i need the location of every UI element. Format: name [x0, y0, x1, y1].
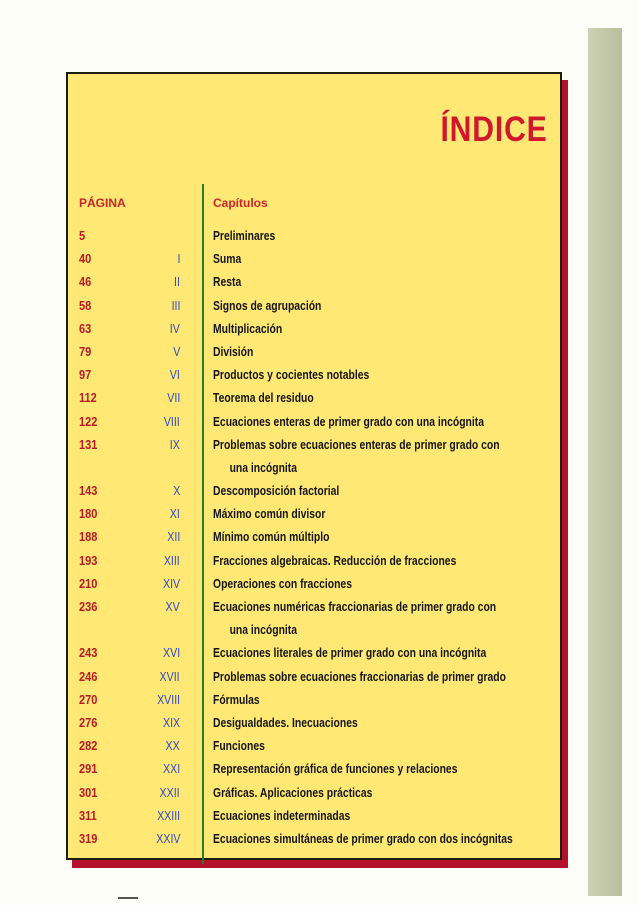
toc-chapter-title: [213, 341, 545, 364]
toc-entry[interactable]: [68, 364, 560, 387]
toc-page-number: 131: [79, 437, 98, 452]
toc-chapter-title: [213, 271, 545, 294]
toc-chapter-title-line: Gráficas. Aplicaciones prácticas: [213, 785, 373, 800]
toc-chapter-title-line: Signos de agrupación: [213, 298, 322, 313]
toc-page-number: 5: [79, 229, 86, 243]
toc-entry[interactable]: [68, 271, 560, 294]
toc-chapter-title: [213, 782, 545, 805]
toc-chapter-title-line: Fórmulas: [213, 692, 260, 707]
toc-chapter-title-continuation: una incógnita: [229, 460, 298, 475]
toc-chapter-numeral: VII: [166, 391, 180, 406]
toc-chapter-title: [213, 828, 545, 851]
toc-chapter-title-line: Ecuaciones simultáneas de primer grado con dos incógnitas: [213, 831, 513, 846]
toc-chapter-title-line: Desigualdades. Inecuaciones: [213, 715, 358, 730]
toc-chapter-title-line: Ecuaciones enteras de primer grado con una incógnita: [213, 414, 484, 429]
toc-chapter-title: [213, 689, 545, 712]
toc-entry[interactable]: [68, 596, 560, 642]
toc-entry[interactable]: [68, 248, 560, 271]
toc-chapter-numeral: VIII: [164, 414, 180, 429]
toc-chapter-title: [213, 642, 545, 665]
toc-chapter-title-line: Operaciones con fracciones: [213, 576, 352, 591]
toc-chapter-numeral: II: [174, 275, 180, 290]
toc-chapter-title-line: Ecuaciones numéricas fraccionarias de primer grado con: [213, 600, 497, 615]
toc-page-number: 63: [79, 321, 92, 336]
toc-entry[interactable]: [68, 341, 560, 364]
toc-chapter-title: [213, 318, 545, 341]
toc-entry[interactable]: [68, 503, 560, 526]
toc-page-number: 58: [79, 298, 92, 313]
toc-chapter-title: [213, 596, 545, 642]
toc-chapter-title-line: Preliminares: [213, 229, 276, 243]
toc-page-number: 236: [79, 600, 98, 615]
toc-chapter-title-line: Representación gráfica de funciones y relaciones: [213, 762, 458, 777]
toc-chapter-title-line: Fracciones algebraicas. Reducción de fracciones: [213, 553, 457, 568]
toc-entry[interactable]: [68, 480, 560, 503]
toc-chapter-title: [213, 364, 545, 387]
toc-page-number: 311: [79, 808, 97, 823]
toc-chapter-numeral: XXII: [159, 785, 180, 800]
chapters-column-header: Capítulos: [213, 196, 268, 210]
toc-entry[interactable]: [68, 712, 560, 735]
toc-page-number: 79: [79, 344, 92, 359]
index-panel: [66, 72, 562, 860]
page-column-header: PÁGINA: [79, 196, 126, 210]
toc-chapter-title: [213, 480, 545, 503]
toc-chapter-numeral: XIV: [162, 576, 180, 591]
toc-page-number: 122: [79, 414, 98, 429]
toc-entry[interactable]: [68, 642, 560, 665]
toc-chapter-title-line: Resta: [213, 275, 242, 290]
toc-page-number: 180: [79, 507, 98, 522]
toc-chapter-title: [213, 666, 545, 689]
toc-chapter-numeral: XI: [169, 507, 180, 522]
toc-chapter-title: [213, 573, 545, 596]
toc-entry[interactable]: [68, 387, 560, 410]
toc-chapter-title: [213, 550, 545, 573]
toc-entry[interactable]: [68, 666, 560, 689]
toc-chapter-numeral: XIX: [162, 715, 180, 730]
toc-entry[interactable]: [68, 782, 560, 805]
toc-chapter-title: [213, 758, 545, 781]
toc-chapter-title-line: Problemas sobre ecuaciones enteras de primer grado con: [213, 437, 500, 452]
toc-page-number: 243: [79, 646, 98, 661]
toc-entry[interactable]: [68, 573, 560, 596]
toc-chapter-numeral: XX: [165, 739, 180, 754]
toc-chapter-numeral: XV: [165, 600, 180, 615]
toc-entry[interactable]: [68, 318, 560, 341]
toc-entry[interactable]: [68, 295, 560, 318]
toc-chapter-numeral: XXIV: [155, 831, 180, 846]
toc-entry[interactable]: [68, 805, 560, 828]
toc-chapter-numeral: XXIII: [156, 808, 180, 823]
toc-page-number: 270: [79, 692, 98, 707]
toc-chapter-title: [213, 712, 545, 735]
toc-chapter-title-line: Multiplicación: [213, 321, 283, 336]
toc-page-number: 112: [79, 391, 97, 406]
toc-chapter-title: [213, 387, 545, 410]
toc-chapter-numeral: I: [177, 252, 180, 267]
toc-chapter-title: [213, 295, 545, 318]
toc-chapter-numeral: XVII: [159, 669, 180, 684]
toc-entry[interactable]: [68, 550, 560, 573]
toc-chapter-title: [213, 248, 545, 271]
toc-chapter-numeral: XXI: [162, 762, 180, 777]
toc-entry[interactable]: [68, 689, 560, 712]
toc-chapter-title-line: División: [213, 344, 254, 359]
toc-chapter-numeral: XIII: [164, 553, 180, 568]
toc-page-number: 210: [79, 576, 98, 591]
toc-page-number: 188: [79, 530, 98, 545]
scan-mark: [118, 897, 138, 899]
toc-chapter-title-line: Productos y cocientes notables: [213, 368, 370, 383]
toc-chapter-title-line: Máximo común divisor: [213, 507, 326, 522]
toc-entry[interactable]: [68, 828, 560, 851]
toc-page-number: 193: [79, 553, 98, 568]
toc-chapter-title-line: Ecuaciones indeterminadas: [213, 808, 351, 823]
toc-chapter-numeral: IV: [169, 321, 180, 336]
toc-chapter-title-line: Mínimo común múltiplo: [213, 530, 330, 545]
toc-page-number: 301: [79, 785, 98, 800]
toc-chapter-title-line: Ecuaciones literales de primer grado con una incógnita: [213, 646, 487, 661]
toc-chapter-numeral: IX: [169, 437, 180, 452]
toc-page-number: 46: [79, 275, 92, 290]
toc-entry[interactable]: [68, 526, 560, 549]
toc-entry[interactable]: [68, 225, 560, 248]
toc-page-number: 282: [79, 739, 98, 754]
toc-page-number: 291: [79, 762, 98, 777]
toc-page-number: 276: [79, 715, 98, 730]
toc-chapter-title: [213, 225, 545, 248]
toc-chapter-numeral: VI: [169, 368, 180, 383]
toc-chapter-numeral: XVIII: [156, 692, 180, 707]
toc-list: [68, 225, 560, 851]
toc-page-number: 40: [79, 252, 92, 267]
toc-page-number: 143: [79, 484, 98, 499]
toc-chapter-title-line: Suma: [213, 252, 242, 267]
toc-chapter-numeral: V: [172, 344, 180, 359]
toc-entry[interactable]: [68, 411, 560, 434]
toc-entry[interactable]: [68, 758, 560, 781]
toc-chapter-numeral: XVI: [162, 646, 180, 661]
toc-chapter-numeral: XII: [166, 530, 180, 545]
toc-chapter-title: [213, 503, 545, 526]
toc-entry[interactable]: [68, 735, 560, 758]
toc-chapter-numeral: X: [172, 484, 180, 499]
toc-page-number: 97: [79, 368, 92, 383]
toc-chapter-title-line: Problemas sobre ecuaciones fraccionarias de primer grado: [213, 669, 506, 684]
toc-chapter-title-continuation: una incógnita: [229, 623, 298, 638]
page-title: ÍNDICE: [440, 110, 548, 149]
toc-page-number: 246: [79, 669, 98, 684]
toc-chapter-title-line: Descomposición factorial: [213, 484, 340, 499]
toc-chapter-title: [213, 805, 545, 828]
toc-page-number: 319: [79, 831, 98, 846]
toc-chapter-title: [213, 434, 545, 480]
toc-chapter-title-line: Teorema del residuo: [213, 391, 314, 406]
toc-chapter-title: [213, 735, 545, 758]
toc-chapter-title: [213, 411, 545, 434]
toc-chapter-numeral: III: [171, 298, 180, 313]
toc-chapter-title-line: Funciones: [213, 739, 265, 754]
toc-entry[interactable]: [68, 434, 560, 480]
toc-chapter-title: [213, 526, 545, 549]
side-stripe: [588, 28, 622, 896]
